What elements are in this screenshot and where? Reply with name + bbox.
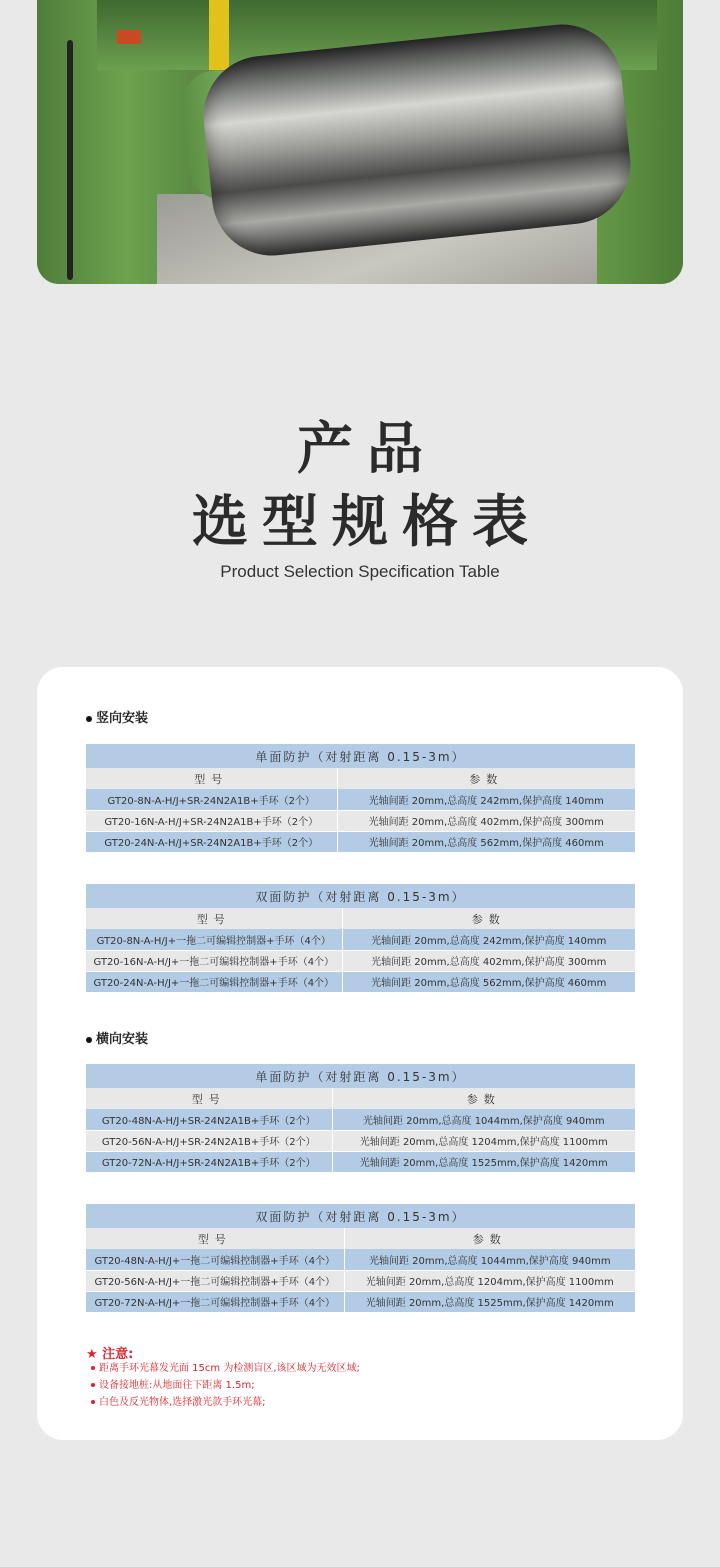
col-header-params: 参数 [344,1228,635,1249]
col-header-params: 参数 [342,908,635,929]
table-heading: 双面防护（对射距离 0.15-3m） [86,1204,635,1228]
table-row: GT20-56N-A-H/J+SR-24N2A1B+手环（2个） 光轴间距 20mm,总高度 1204mm,保护高度 1100mm [86,1130,635,1151]
bullet-icon [91,1366,95,1370]
table-heading: 双面防护（对射距离 0.15-3m） [86,884,635,908]
table-heading: 单面防护（对射距离 0.15-3m） [86,744,635,768]
bullet-icon [86,1037,92,1043]
table-row: GT20-72N-A-H/J+SR-24N2A1B+手环（2个） 光轴间距 20mm,总高度 1525mm,保护高度 1420mm [86,1151,635,1172]
notes-title: ★ 注意: [86,1347,134,1362]
table-horizontal-double [86,1204,635,1313]
page-subtitle-en: Product Selection Specification Table [220,562,500,581]
table-row: GT20-48N-A-H/J+一拖二可编辑控制器+手环（4个） 光轴间距 20mm,总高度 1044mm,保护高度 940mm [86,1249,635,1270]
col-header-model: 型号 [86,1088,332,1109]
table-row: GT20-72N-A-H/J+一拖二可编辑控制器+手环（4个） 光轴间距 20mm,总高度 1525mm,保护高度 1420mm [86,1291,635,1312]
note-item: 距离手环光幕发光面 15cm 为检测盲区,该区域为无效区域; [91,1359,360,1374]
table-vertical-single [86,744,635,853]
table-horizontal-single [86,1064,635,1173]
table-heading: 单面防护（对射距离 0.15-3m） [86,1064,635,1088]
page-title-line1: 产品 [297,417,437,482]
table-row: GT20-8N-A-H/J+一拖二可编辑控制器+手环（4个） 光轴间距 20mm,总高度 242mm,保护高度 140mm [86,929,635,950]
table-row: GT20-8N-A-H/J+SR-24N2A1B+手环（2个） 光轴间距 20mm,总高度 242mm,保护高度 140mm [86,789,635,810]
col-header-model: 型号 [86,768,337,789]
section-label-horizontal: 横向安装 [86,1028,148,1047]
col-header-params: 参数 [332,1088,635,1109]
table-row: GT20-48N-A-H/J+SR-24N2A1B+手环（2个） 光轴间距 20mm,总高度 1044mm,保护高度 940mm [86,1109,635,1130]
table-vertical-double [86,884,635,993]
note-item: 白色及反光物体,选择激光款手环光幕; [91,1393,266,1408]
note-item: 设备接地桩:从地面往下距离 1.5m; [91,1376,255,1391]
table-row: GT20-16N-A-H/J+一拖二可编辑控制器+手环（4个） 光轴间距 20mm,总高度 402mm,保护高度 300mm [86,950,635,971]
table-row: GT20-16N-A-H/J+SR-24N2A1B+手环（2个） 光轴间距 20mm,总高度 402mm,保护高度 300mm [86,810,635,831]
section-label-vertical: 竖向安装 [86,707,148,726]
table-row: GT20-24N-A-H/J+一拖二可编辑控制器+手环（4个） 光轴间距 20mm,总高度 562mm,保护高度 460mm [86,971,635,992]
table-row: GT20-24N-A-H/J+SR-24N2A1B+手环（2个） 光轴间距 20mm,总高度 562mm,保护高度 460mm [86,831,635,852]
table-row: GT20-56N-A-H/J+一拖二可编辑控制器+手环（4个） 光轴间距 20mm,总高度 1204mm,保护高度 1100mm [86,1270,635,1291]
bullet-icon [91,1383,95,1387]
col-header-params: 参数 [337,768,635,789]
bullet-icon [86,716,92,722]
spec-card [37,667,683,1440]
hero-photo-machinery [37,0,683,284]
page-title-line2: 选型规格表 [192,490,542,555]
col-header-model: 型号 [86,908,342,929]
bullet-icon [91,1400,95,1404]
col-header-model: 型号 [86,1228,344,1249]
